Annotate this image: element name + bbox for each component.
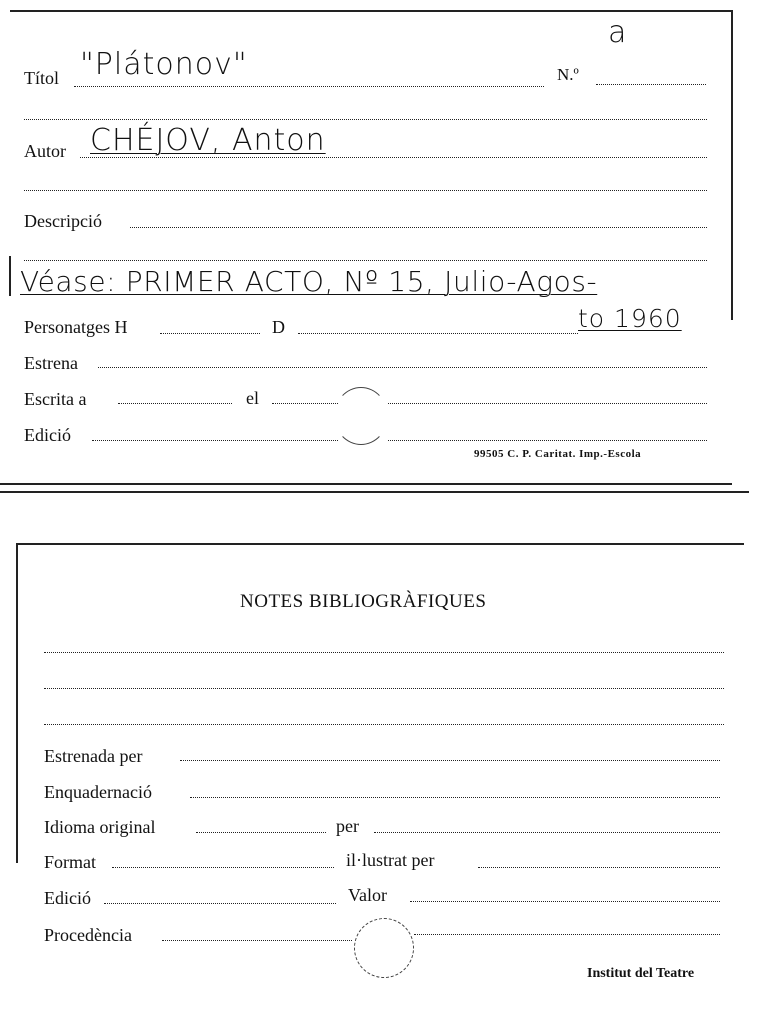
back-punch-hole bbox=[354, 918, 414, 978]
edicio-line bbox=[92, 440, 338, 441]
estrenada-label: Estrenada per bbox=[44, 746, 143, 766]
estrena-line bbox=[98, 367, 707, 368]
idioma-label: Idioma original bbox=[44, 817, 156, 837]
idioma-per-label: per bbox=[336, 816, 359, 836]
valor-label: Valor bbox=[348, 885, 387, 905]
front-card-top-edge bbox=[10, 10, 732, 12]
escrita-el-line bbox=[272, 403, 338, 404]
titol-value: "Plátonov" bbox=[80, 47, 248, 82]
procedencia-line bbox=[162, 940, 352, 941]
notes-heading: NOTES BIBLIOGRÀFIQUES bbox=[240, 591, 487, 612]
back-card-left-edge bbox=[16, 543, 18, 863]
autor-label: Autor bbox=[24, 141, 66, 161]
notes-line-3 bbox=[44, 724, 724, 725]
titol-line bbox=[74, 86, 544, 87]
note-margin-mark bbox=[9, 256, 11, 296]
format-line bbox=[112, 867, 334, 868]
enquadernacio-label: Enquadernació bbox=[44, 782, 152, 802]
numero-label: N.º bbox=[557, 65, 579, 84]
descripcio-extra-line bbox=[24, 260, 707, 261]
punch-hole bbox=[334, 387, 388, 445]
personatges-d-label: D bbox=[272, 317, 285, 337]
page-divider bbox=[0, 491, 749, 493]
illustrat-line bbox=[478, 867, 720, 868]
descripcio-note-line2: to 1960 bbox=[578, 304, 682, 333]
procedencia-after-hole-line bbox=[414, 934, 720, 935]
back-edicio-label: Edició bbox=[44, 888, 91, 908]
descripcio-note-line1: Véase: PRIMER ACTO, Nº 15, Julio-Agos- bbox=[20, 265, 598, 298]
autor-value: CHÉJOV, Anton bbox=[90, 123, 326, 158]
procedencia-label: Procedència bbox=[44, 925, 132, 945]
titol-label: Títol bbox=[24, 68, 59, 88]
valor-line bbox=[410, 901, 720, 902]
enquadernacio-line bbox=[190, 797, 720, 798]
printer-imprint: 99505 C. P. Caritat. Imp.-Escola bbox=[474, 448, 642, 460]
illustrat-label: il·lustrat per bbox=[346, 850, 435, 870]
descripcio-line bbox=[130, 227, 707, 228]
institution-name: Institut del Teatre bbox=[587, 966, 695, 981]
corner-mark: a bbox=[608, 15, 628, 50]
notes-line-1 bbox=[44, 652, 724, 653]
front-card-bottom-edge bbox=[0, 483, 732, 485]
escrita-label: Escrita a bbox=[24, 389, 87, 409]
front-card-right-edge bbox=[731, 10, 733, 320]
personatges-d-line bbox=[298, 333, 578, 334]
personatges-h-line bbox=[160, 333, 260, 334]
back-card-top-edge bbox=[16, 543, 744, 545]
idioma-line bbox=[196, 832, 326, 833]
descripcio-label: Descripció bbox=[24, 211, 102, 231]
autor-extra-line bbox=[24, 190, 707, 191]
escrita-after-hole-line bbox=[388, 403, 707, 404]
format-label: Format bbox=[44, 852, 96, 872]
numero-line bbox=[596, 84, 706, 85]
titol-extra-line bbox=[24, 119, 707, 120]
escrita-a-line bbox=[118, 403, 232, 404]
notes-line-2 bbox=[44, 688, 724, 689]
estrena-label: Estrena bbox=[24, 353, 78, 373]
back-edicio-line bbox=[104, 903, 336, 904]
escrita-el-label: el bbox=[246, 388, 259, 408]
personatges-label: Personatges H bbox=[24, 317, 128, 337]
edicio-label: Edició bbox=[24, 425, 71, 445]
idioma-per-line bbox=[374, 832, 720, 833]
estrenada-line bbox=[180, 760, 720, 761]
edicio-after-hole-line bbox=[388, 440, 707, 441]
